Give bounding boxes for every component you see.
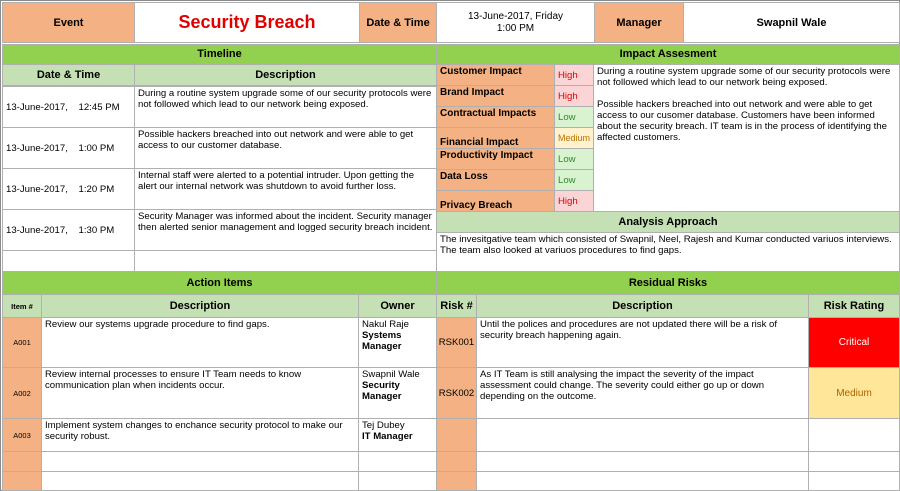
action-id: A003 (2, 418, 42, 452)
timeline-description: Security Manager was informed about the incident. Security manager then alerted senior management and logged security breach incident. (134, 209, 437, 251)
action-empty-cell (358, 471, 437, 491)
timeline-header: Timeline (2, 44, 437, 64)
impact-level-privacy: High (554, 190, 594, 212)
action-empty-cell (2, 451, 42, 472)
impact-level-financial: Medium (554, 127, 594, 149)
impact-level-dataloss: Low (554, 169, 594, 191)
impact-label-customer: Customer Impact (436, 64, 555, 86)
risk-empty-cell (476, 451, 809, 472)
risks-col-rating: Risk Rating (808, 294, 900, 318)
risk-empty-cell (476, 418, 809, 452)
action-empty-cell (41, 451, 359, 472)
timeline-col-datetime: Date & Time (2, 64, 135, 86)
risks-col-description: Description (476, 294, 809, 318)
action-owner-role: Security Manager (362, 380, 402, 402)
analysis-header: Analysis Approach (436, 211, 900, 233)
impact-level-productivity: Low (554, 148, 594, 170)
risk-rating-badge: Critical (808, 317, 900, 368)
impact-level-contractual: Low (554, 106, 594, 128)
risk-empty-cell (436, 418, 477, 452)
risks-col-id: Risk # (436, 294, 477, 318)
risk-id: RSK001 (436, 317, 477, 368)
action-owner-name: Swapnil Wale (362, 369, 420, 380)
incident-time: 1:00 PM (496, 22, 535, 34)
timeline-datetime: 13-June-2017, 1:00 PM (2, 127, 135, 169)
action-owner (358, 317, 437, 368)
action-id: A001 (2, 317, 42, 368)
risk-description: As IT Team is still analysing the impact the severity of the impact assessment could change. The severity could either go up or down depending on the outcome. (476, 367, 809, 419)
impact-description-p2: Possible hackers breached into out network and were able to get access to our cusomer database. Customers have been informed about the security breach. IT team is in the process of identifying the affected customers. (597, 99, 887, 143)
risk-description: Until the polices and procedures are not updated there will be a risk of security breach happening again. (476, 317, 809, 368)
action-description: Review our systems upgrade procedure to find gaps. (41, 317, 359, 368)
risk-empty-cell (808, 418, 900, 452)
event-label: Event (2, 2, 135, 43)
risk-rating-badge: Medium (808, 367, 900, 419)
timeline-description: Internal staff were alerted to a potential intruder. Upon getting the alert our internal network was shutdown to avoid further loss. (134, 168, 437, 210)
action-owner-name: Nakul Raje (362, 319, 409, 330)
manager-label: Manager (594, 2, 684, 43)
timeline-datetime: 13-June-2017, 12:45 PM (2, 86, 135, 128)
action-id: A002 (2, 367, 42, 419)
action-description: Review internal processes to ensure IT Team needs to know communication plan when incidents occur. (41, 367, 359, 419)
incident-date: 13-June-2017, Friday (467, 10, 564, 22)
page-title: Security Breach (134, 2, 360, 43)
risk-empty-cell (808, 471, 900, 491)
impact-level-customer: High (554, 64, 594, 86)
timeline-description: During a routine system upgrade some of our security protocols were not followed which lead to our network being exposed. (134, 86, 437, 128)
risk-empty-cell (808, 451, 900, 472)
risk-id: RSK002 (436, 367, 477, 419)
action-owner-name: Tej Dubey (362, 420, 405, 431)
action-owner-role: Systems Manager (362, 330, 402, 352)
action-empty-cell (41, 471, 359, 491)
actions-col-owner: Owner (358, 294, 437, 318)
actions-col-description: Description (41, 294, 359, 318)
actions-col-item: Item # (2, 294, 42, 318)
timeline-col-description: Description (134, 64, 437, 86)
action-description: Implement system changes to enchance security protocol to make our security robust. (41, 418, 359, 452)
timeline-empty-cell (2, 250, 135, 272)
manager-name: Swapnil Wale (683, 2, 900, 43)
timeline-empty-cell (134, 250, 437, 272)
impact-level-brand: High (554, 85, 594, 107)
action-empty-cell (2, 471, 42, 491)
action-owner (358, 418, 437, 452)
risk-empty-cell (436, 451, 477, 472)
impact-label-dataloss: Data Loss (436, 169, 555, 191)
risk-empty-cell (436, 471, 477, 491)
risks-header: Residual Risks (436, 271, 900, 295)
datetime-label: Date & Time (359, 2, 437, 43)
risk-empty-cell (476, 471, 809, 491)
impact-description (593, 64, 900, 212)
analysis-text: The invesitgative team which consisted of Swapnil, Neel, Rajesh and Kumar conducted variuos interviews. The team also looked at variuos procedures to find gaps. (436, 232, 900, 272)
timeline-datetime: 13-June-2017, 1:30 PM (2, 209, 135, 251)
timeline-description: Possible hackers breached into out network and were able to get access to our customer database. (134, 127, 437, 169)
actions-header: Action Items (2, 271, 437, 295)
impact-label-brand: Brand Impact (436, 85, 555, 107)
impact-label-contractual: Contractual Impacts (436, 106, 555, 128)
impact-description-p1: During a routine system upgrade some of our security protocols were not followed which lead to our network being exposed. (597, 66, 891, 88)
action-owner-role: IT Manager (362, 431, 413, 442)
impact-label-productivity: Productivity Impact (436, 148, 555, 170)
action-empty-cell (358, 451, 437, 472)
impact-label-financial: Financial Impact (436, 127, 555, 149)
impact-header: Impact Assesment (436, 44, 900, 64)
incident-datetime (436, 2, 595, 43)
impact-label-privacy: Privacy Breach (436, 190, 555, 212)
action-owner (358, 367, 437, 419)
timeline-datetime: 13-June-2017, 1:20 PM (2, 168, 135, 210)
